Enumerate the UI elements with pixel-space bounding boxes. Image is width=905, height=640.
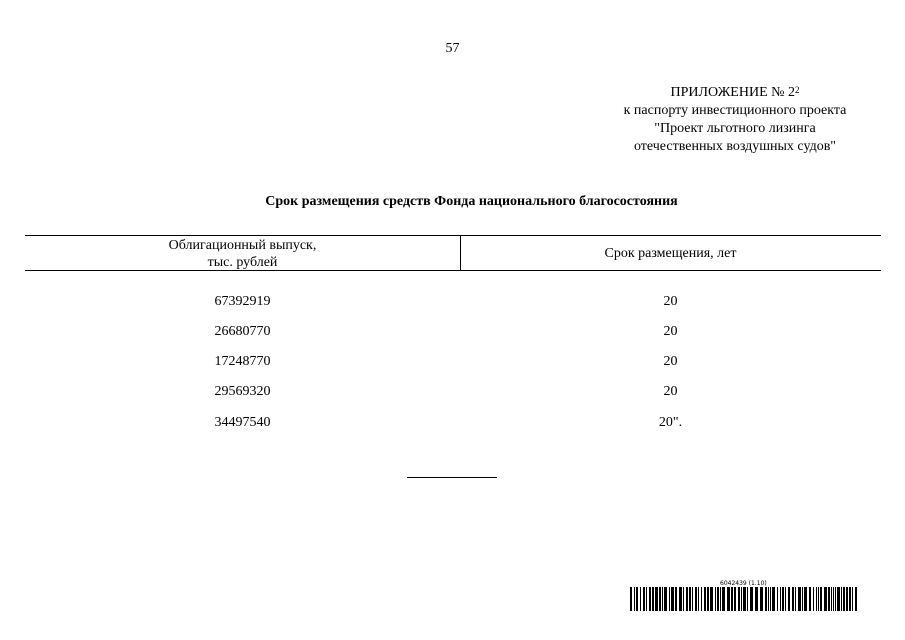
- barcode-bar: [765, 587, 767, 611]
- barcode-bar: [634, 587, 635, 611]
- barcode-bar: [679, 587, 682, 611]
- barcode-bar: [698, 587, 699, 611]
- barcode-bar: [837, 587, 840, 611]
- cell-term: 20: [663, 324, 678, 339]
- barcode-bar: [731, 587, 733, 611]
- barcode-bar: [843, 587, 845, 611]
- table-row: [0, 384, 905, 404]
- barcode-bar: [855, 587, 857, 611]
- table-row: [0, 354, 905, 374]
- barcode-bar: [802, 587, 803, 611]
- barcode-bar: [689, 587, 691, 611]
- cell-term: 20: [663, 384, 678, 399]
- column-header-bond-issue-line1: Облигационный выпуск,: [168, 238, 317, 253]
- appendix-title-text: ПРИЛОЖЕНИЕ № 2: [670, 85, 795, 100]
- barcode-bar: [686, 587, 688, 611]
- column-header-bond-issue-line2: тыс. рублей: [207, 255, 278, 270]
- barcode-bar: [695, 587, 697, 611]
- barcode-bar: [704, 587, 706, 611]
- document-heading: Срок размещения средств Фонда национального благосостояния: [265, 194, 678, 209]
- barcode-bar: [828, 587, 830, 611]
- barcode-bar: [833, 587, 834, 611]
- barcode-bar: [662, 587, 663, 611]
- barcode-bar: [669, 587, 670, 611]
- cell-term: 20: [663, 294, 678, 309]
- barcode-bar: [809, 587, 811, 611]
- barcode-bar: [701, 587, 702, 611]
- end-separator-line: [407, 477, 497, 478]
- barcode-bar: [780, 587, 781, 611]
- barcode-bar: [720, 587, 721, 611]
- barcode-bar: [820, 587, 822, 611]
- barcode-bar: [818, 587, 819, 611]
- barcode-bar: [770, 587, 771, 611]
- appendix-line-3: отечественных воздушных судов": [633, 139, 837, 154]
- barcode-bar: [772, 587, 775, 611]
- barcode-bar: [849, 587, 851, 611]
- barcode-bar: [777, 587, 778, 611]
- barcode-bar: [831, 587, 832, 611]
- barcode: [630, 587, 858, 611]
- barcode-bar: [804, 587, 807, 611]
- column-header-bond-issue: [25, 237, 460, 271]
- table-row: [0, 294, 905, 314]
- barcode-bar: [782, 587, 784, 611]
- barcode-bar: [717, 587, 719, 611]
- barcode-bar: [664, 587, 667, 611]
- barcode-bar: [738, 587, 740, 611]
- barcode-bar: [841, 587, 842, 611]
- barcode-bar: [646, 587, 647, 611]
- barcode-bar: [640, 587, 641, 611]
- cell-term: 20: [663, 354, 678, 369]
- appendix-superscript: 2: [795, 85, 800, 95]
- barcode-bar: [785, 587, 786, 611]
- barcode-bar: [792, 587, 794, 611]
- barcode-bar: [755, 587, 758, 611]
- barcode-bar: [692, 587, 693, 611]
- barcode-bar: [798, 587, 801, 611]
- barcode-bar: [649, 587, 651, 611]
- table-top-rule: [25, 235, 881, 236]
- barcode-bar: [707, 587, 709, 611]
- barcode-bar: [750, 587, 753, 611]
- column-header-term: Срок размещения, лет: [604, 246, 737, 261]
- cell-amount: 29569320: [214, 384, 271, 399]
- cell-amount: 34497540: [214, 415, 271, 430]
- barcode-bar: [813, 587, 814, 611]
- cell-term: 20".: [658, 415, 683, 430]
- barcode-bar: [760, 587, 763, 611]
- barcode-bar: [768, 587, 769, 611]
- appendix-line-1: к паспорту инвестиционного проекта: [623, 103, 847, 118]
- barcode-bar: [715, 587, 716, 611]
- barcode-bar: [643, 587, 645, 611]
- barcode-bar: [835, 587, 836, 611]
- barcode-bar: [852, 587, 853, 611]
- barcode-bar: [630, 587, 632, 611]
- barcode-bar: [727, 587, 730, 611]
- barcode-bar: [652, 587, 654, 611]
- appendix-title: [600, 84, 870, 102]
- barcode-bar: [636, 587, 638, 611]
- barcode-bar: [824, 587, 827, 611]
- barcode-bar: [788, 587, 790, 611]
- barcode-bar: [710, 587, 713, 611]
- barcode-bar: [683, 587, 684, 611]
- barcode-bar: [747, 587, 748, 611]
- barcode-bar: [795, 587, 796, 611]
- table-header-rule: [25, 270, 881, 271]
- cell-amount: 67392919: [214, 294, 271, 309]
- barcode-label: 6042439 (1.10): [720, 580, 767, 587]
- cell-amount: 26680770: [214, 324, 271, 339]
- barcode-bar: [743, 587, 746, 611]
- barcode-bar: [741, 587, 742, 611]
- barcode-bar: [734, 587, 736, 611]
- table-row: [0, 415, 905, 435]
- barcode-bar: [846, 587, 848, 611]
- barcode-bar: [675, 587, 677, 611]
- barcode-bar: [659, 587, 661, 611]
- barcode-bar: [816, 587, 817, 611]
- barcode-bar: [655, 587, 658, 611]
- barcode-bar: [671, 587, 674, 611]
- appendix-line-2: "Проект льготного лизинга: [654, 121, 816, 136]
- page-number: 57: [445, 41, 460, 56]
- barcode-bar: [722, 587, 725, 611]
- cell-amount: 17248770: [214, 354, 271, 369]
- table-row: [0, 324, 905, 344]
